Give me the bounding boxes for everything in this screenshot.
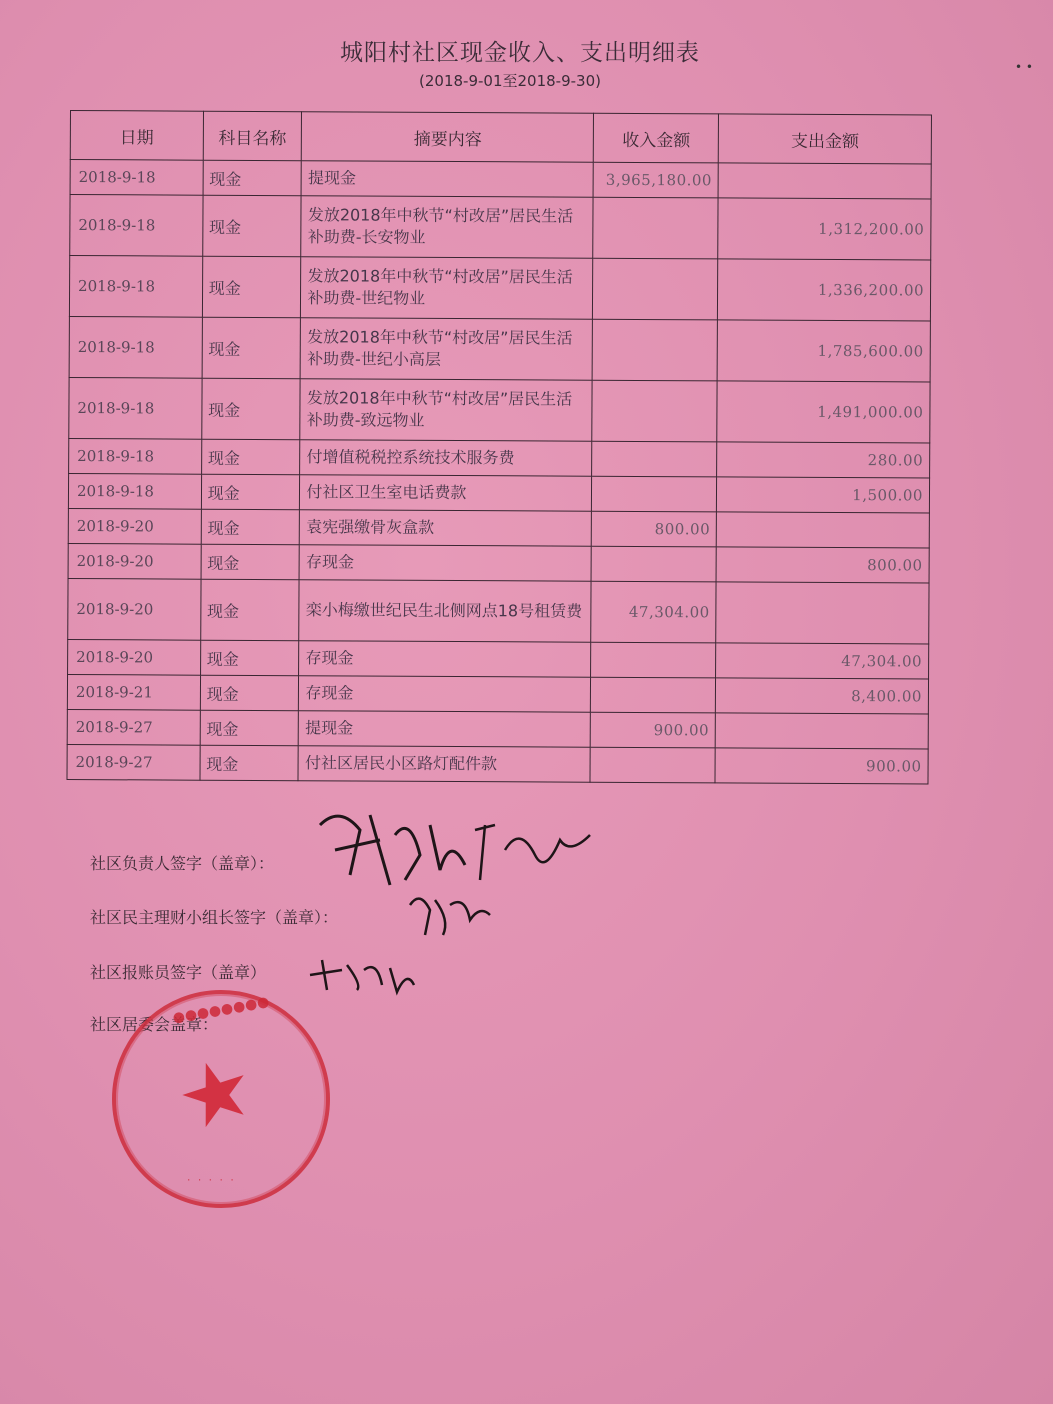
cell-expense: 1,785,600.00 (717, 320, 930, 382)
cell-expense (718, 163, 931, 199)
leader-signature-label: 社区负责人签字（盖章）： (90, 854, 275, 873)
cell-date: 2018-9-20 (68, 639, 201, 675)
table-header-row (70, 111, 931, 165)
cell-expense: 1,336,200.00 (718, 259, 931, 321)
cell-description: 付社区居民小区路灯配件款 (298, 746, 590, 783)
cell-description: 存现金 (299, 641, 591, 678)
cell-income (593, 258, 718, 320)
cell-income: 800.00 (592, 511, 717, 547)
cell-income (592, 380, 717, 442)
committee-stamp-label: 社区居委会盖章： (90, 1015, 219, 1034)
table-row (69, 316, 930, 382)
cell-expense (716, 582, 929, 644)
cell-income (591, 546, 716, 582)
leader-handwritten-signature (300, 795, 620, 895)
cell-income (591, 642, 716, 678)
cell-description: 提现金 (301, 161, 593, 198)
page-title: 城阳村社区现金收入、支出明细表 (340, 40, 700, 66)
cell-date: 2018-9-18 (69, 438, 202, 474)
header-expense: 支出金额 (719, 114, 932, 164)
cell-subject: 现金 (201, 544, 300, 580)
accountant-handwritten-signature (302, 950, 422, 1000)
cell-expense: 1,312,200.00 (718, 198, 931, 260)
header-subject: 科目名称 (203, 111, 302, 161)
margin-marks: • • (1015, 60, 1033, 74)
cell-subject: 现金 (201, 474, 300, 510)
table-row (70, 195, 931, 261)
cell-subject: 现金 (200, 710, 299, 746)
table-row (70, 160, 931, 200)
accountant-signature-label: 社区报账员签字（盖章） (90, 963, 267, 982)
cell-income (592, 319, 717, 381)
table-row (67, 674, 928, 714)
table-row (67, 709, 928, 749)
cell-description: 提现金 (299, 711, 591, 748)
cell-description: 存现金 (299, 676, 591, 713)
cell-date: 2018-9-18 (70, 160, 203, 196)
period-subtitle: (2018-9-01至2018-9-30) (419, 72, 601, 90)
cell-description: 付增值税税控系统技术服务费 (300, 440, 592, 477)
cell-subject: 现金 (201, 378, 300, 440)
cell-description: 发放2018年中秋节“村改居”居民生活补助费-致远物业 (300, 379, 592, 442)
table-row (67, 744, 928, 784)
cell-expense: 47,304.00 (716, 643, 929, 679)
header-description: 摘要内容 (302, 112, 594, 163)
cell-expense: 800.00 (716, 547, 929, 583)
cell-income: 900.00 (591, 712, 716, 748)
cell-income: 47,304.00 (591, 581, 716, 643)
cell-date: 2018-9-18 (69, 316, 202, 378)
cell-date: 2018-9-21 (67, 674, 200, 710)
finance-handwritten-signature (395, 885, 505, 945)
cell-description: 袁宪强缴骨灰盒款 (300, 510, 592, 547)
cell-subject: 现金 (200, 579, 299, 641)
header-date: 日期 (70, 111, 203, 161)
cell-date: 2018-9-18 (69, 256, 202, 318)
seal-star-icon: ★ (164, 1034, 267, 1152)
table-row (69, 377, 930, 443)
table-row (68, 508, 929, 548)
cell-date: 2018-9-18 (70, 195, 203, 257)
cell-date: 2018-9-20 (68, 578, 201, 640)
cell-date: 2018-9-20 (68, 508, 201, 544)
cell-description: 栾小梅缴世纪民生北侧网点18号租赁费 (299, 580, 591, 643)
cell-date: 2018-9-27 (67, 709, 200, 745)
cell-expense: 1,500.00 (717, 477, 930, 513)
cell-subject: 现金 (200, 745, 299, 781)
cell-income (592, 476, 717, 512)
table-row (68, 578, 929, 644)
cell-expense: 280.00 (717, 442, 930, 478)
ledger-table (66, 110, 931, 785)
cell-description: 发放2018年中秋节“村改居”居民生活补助费-世纪物业 (301, 257, 593, 320)
table-row (68, 543, 929, 583)
cell-income: 3,965,180.00 (593, 162, 718, 198)
table-row (68, 639, 929, 679)
finance-signature-label: 社区民主理财小组长签字（盖章）： (90, 908, 339, 927)
ledger-body (67, 160, 931, 784)
header-income: 收入金额 (594, 113, 719, 163)
cell-expense (716, 713, 929, 749)
table-row (68, 473, 929, 513)
cell-expense (717, 512, 930, 548)
cell-description: 发放2018年中秋节“村改居”居民生活补助费-世纪小高层 (300, 318, 592, 381)
cell-income (592, 441, 717, 477)
cell-income (590, 747, 715, 783)
cell-description: 付社区卫生室电话费款 (300, 475, 592, 512)
cell-expense: 1,491,000.00 (717, 381, 930, 443)
table-row (69, 256, 930, 322)
cell-date: 2018-9-18 (68, 473, 201, 509)
cell-subject: 现金 (201, 439, 300, 475)
cell-income (591, 677, 716, 713)
committee-seal (112, 990, 330, 1208)
cell-description: 存现金 (299, 545, 591, 582)
cell-subject: 现金 (201, 509, 300, 545)
cell-income (593, 197, 718, 259)
cell-subject: 现金 (203, 160, 302, 196)
cell-date: 2018-9-20 (68, 543, 201, 579)
cell-subject: 现金 (200, 640, 299, 676)
cell-subject: 现金 (200, 675, 299, 711)
cell-subject: 现金 (202, 256, 301, 318)
seal-code: · · · · · (186, 1176, 235, 1186)
seal-ring-text: ●●●●●●●● (171, 993, 271, 1027)
cell-date: 2018-9-18 (69, 377, 202, 439)
cell-expense: 900.00 (715, 748, 928, 784)
cell-subject: 现金 (202, 195, 301, 257)
cell-expense: 8,400.00 (716, 678, 929, 714)
cell-description: 发放2018年中秋节“村改居”居民生活补助费-长安物业 (301, 196, 593, 259)
cell-subject: 现金 (202, 317, 301, 379)
table-row (69, 438, 930, 478)
cell-date: 2018-9-27 (67, 744, 200, 780)
